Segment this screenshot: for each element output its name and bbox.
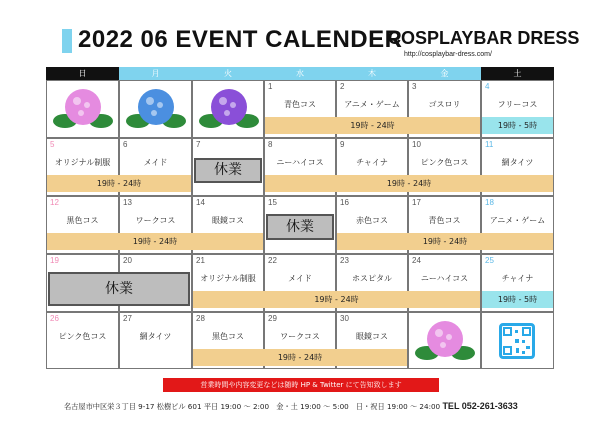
calendar-cell-empty	[408, 312, 481, 369]
day-event: フリーコス	[497, 100, 538, 109]
day-event: ワークコス	[135, 216, 176, 225]
day-event: ニーハイコス	[420, 274, 469, 283]
hours-band: 19時 - 24時	[193, 349, 407, 366]
page-title: 2022 06 EVENT CALENDER	[78, 26, 403, 53]
event-calendar	[46, 67, 554, 369]
day-event: ピンク色コス	[420, 158, 469, 167]
day-event: ワークコス	[280, 332, 320, 341]
calendar-cell-empty	[119, 80, 192, 138]
calendar-day	[119, 312, 192, 369]
title-accent-bar	[62, 29, 72, 53]
day-event: オリジナル制服	[200, 274, 256, 283]
day-number: 8	[268, 140, 273, 149]
day-event: チャイナ	[356, 158, 388, 167]
day-event: アニメ・ゲーム	[489, 216, 546, 225]
day-number: 20	[123, 256, 132, 265]
day-event: チャイナ	[501, 274, 534, 283]
day-number: 9	[340, 140, 345, 149]
day-number: 21	[196, 256, 205, 265]
footer-tel[interactable]: 052-261-3633	[461, 401, 518, 411]
day-event: 黒色コス	[66, 216, 99, 225]
closed-label: 休業	[194, 158, 262, 183]
day-number: 14	[196, 198, 205, 207]
weekday-wed: 水	[264, 67, 336, 80]
day-event: 青色コス	[428, 216, 461, 225]
calendar-cell-empty	[46, 80, 119, 138]
footer-address: 名古屋市中区栄３丁目 9-17 松樹ビル 601	[64, 402, 202, 411]
day-event: 眼鏡コス	[212, 216, 244, 225]
day-number: 4	[485, 82, 490, 91]
day-number: 22	[268, 256, 277, 265]
day-number: 30	[340, 314, 349, 323]
day-number: 10	[412, 140, 421, 149]
day-number: 16	[340, 198, 349, 207]
footer-hours: 平日 19:00 〜 2:00 金・土 19:00 〜 5:00 日・祝日 19:00 〜 24:00	[203, 402, 441, 411]
day-number: 29	[268, 314, 277, 323]
day-event: メイド	[143, 158, 168, 167]
hours-band: 19時 - 24時	[265, 117, 480, 134]
day-event: 青色コス	[284, 100, 316, 109]
day-number: 3	[412, 82, 417, 91]
qr-code-icon[interactable]	[499, 323, 535, 359]
weekday-tue: 火	[192, 67, 264, 80]
site-url[interactable]: http://cosplaybar-dress.com/	[404, 51, 492, 58]
day-number: 24	[412, 256, 421, 265]
hours-band: 19時 - 24時	[47, 175, 191, 192]
hydrangea-pink-icon	[51, 85, 115, 133]
day-number: 7	[196, 140, 201, 149]
closed-label: 休業	[48, 272, 190, 306]
footer-info	[64, 401, 518, 412]
day-number: 15	[268, 198, 277, 207]
calendar-cell-empty	[481, 312, 554, 369]
day-number: 23	[340, 256, 349, 265]
hours-band: 19時 - 24時	[193, 291, 480, 308]
day-number: 17	[412, 198, 421, 207]
weekday-fri: 金	[408, 67, 481, 80]
weekday-mon: 月	[119, 67, 192, 80]
day-number: 27	[123, 314, 132, 323]
day-event: アニメ・ゲーム	[344, 100, 400, 109]
day-number: 28	[196, 314, 205, 323]
calendar-cell-empty	[192, 80, 264, 138]
day-event: ピンク色コス	[58, 332, 107, 341]
closed-label: 休業	[266, 214, 334, 240]
day-number: 13	[123, 198, 132, 207]
hours-band-saturday: 19時 - 5時	[482, 291, 553, 308]
day-event: 黒色コス	[212, 332, 244, 341]
day-event: 赤色コス	[356, 216, 388, 225]
day-number: 12	[50, 198, 59, 207]
hours-band-saturday: 19時 - 5時	[482, 117, 553, 134]
day-number: 18	[485, 198, 494, 207]
day-event: メイド	[288, 274, 312, 283]
day-event: 網タイツ	[139, 332, 172, 341]
hours-band: 19時 - 24時	[265, 175, 553, 192]
brand-logo: COSPLAYBAR DRESS	[388, 28, 580, 48]
day-number: 19	[50, 256, 59, 265]
calendar-day	[46, 312, 119, 369]
day-number: 1	[268, 82, 273, 91]
day-event: 眼鏡コス	[356, 332, 388, 341]
hours-band: 19時 - 24時	[337, 233, 553, 250]
hydrangea-purple-icon	[197, 85, 261, 133]
weekday-sun: 日	[46, 67, 119, 80]
day-event: ゴスロリ	[428, 100, 461, 109]
qr-pattern-icon	[502, 326, 532, 356]
day-number: 11	[485, 140, 494, 149]
day-number: 5	[50, 140, 55, 149]
hydrangea-blue-icon	[124, 85, 188, 133]
weekday-sat: 土	[481, 67, 554, 80]
day-number: 25	[485, 256, 494, 265]
day-event: ニーハイコス	[276, 158, 324, 167]
day-event: ホスピタル	[352, 274, 392, 283]
footer-tel-label: TEL	[442, 401, 460, 411]
day-number: 6	[123, 140, 128, 149]
day-number: 26	[50, 314, 59, 323]
day-number: 2	[340, 82, 345, 91]
hours-band: 19時 - 24時	[47, 233, 263, 250]
day-event: オリジナル制服	[54, 158, 111, 167]
notice-banner: 営業時間や内容変更などは随時 HP & Twitter にて告知致します	[163, 378, 439, 392]
hydrangea-pink-icon	[413, 317, 477, 365]
weekday-thu: 木	[336, 67, 408, 80]
day-event: 網タイツ	[501, 158, 534, 167]
